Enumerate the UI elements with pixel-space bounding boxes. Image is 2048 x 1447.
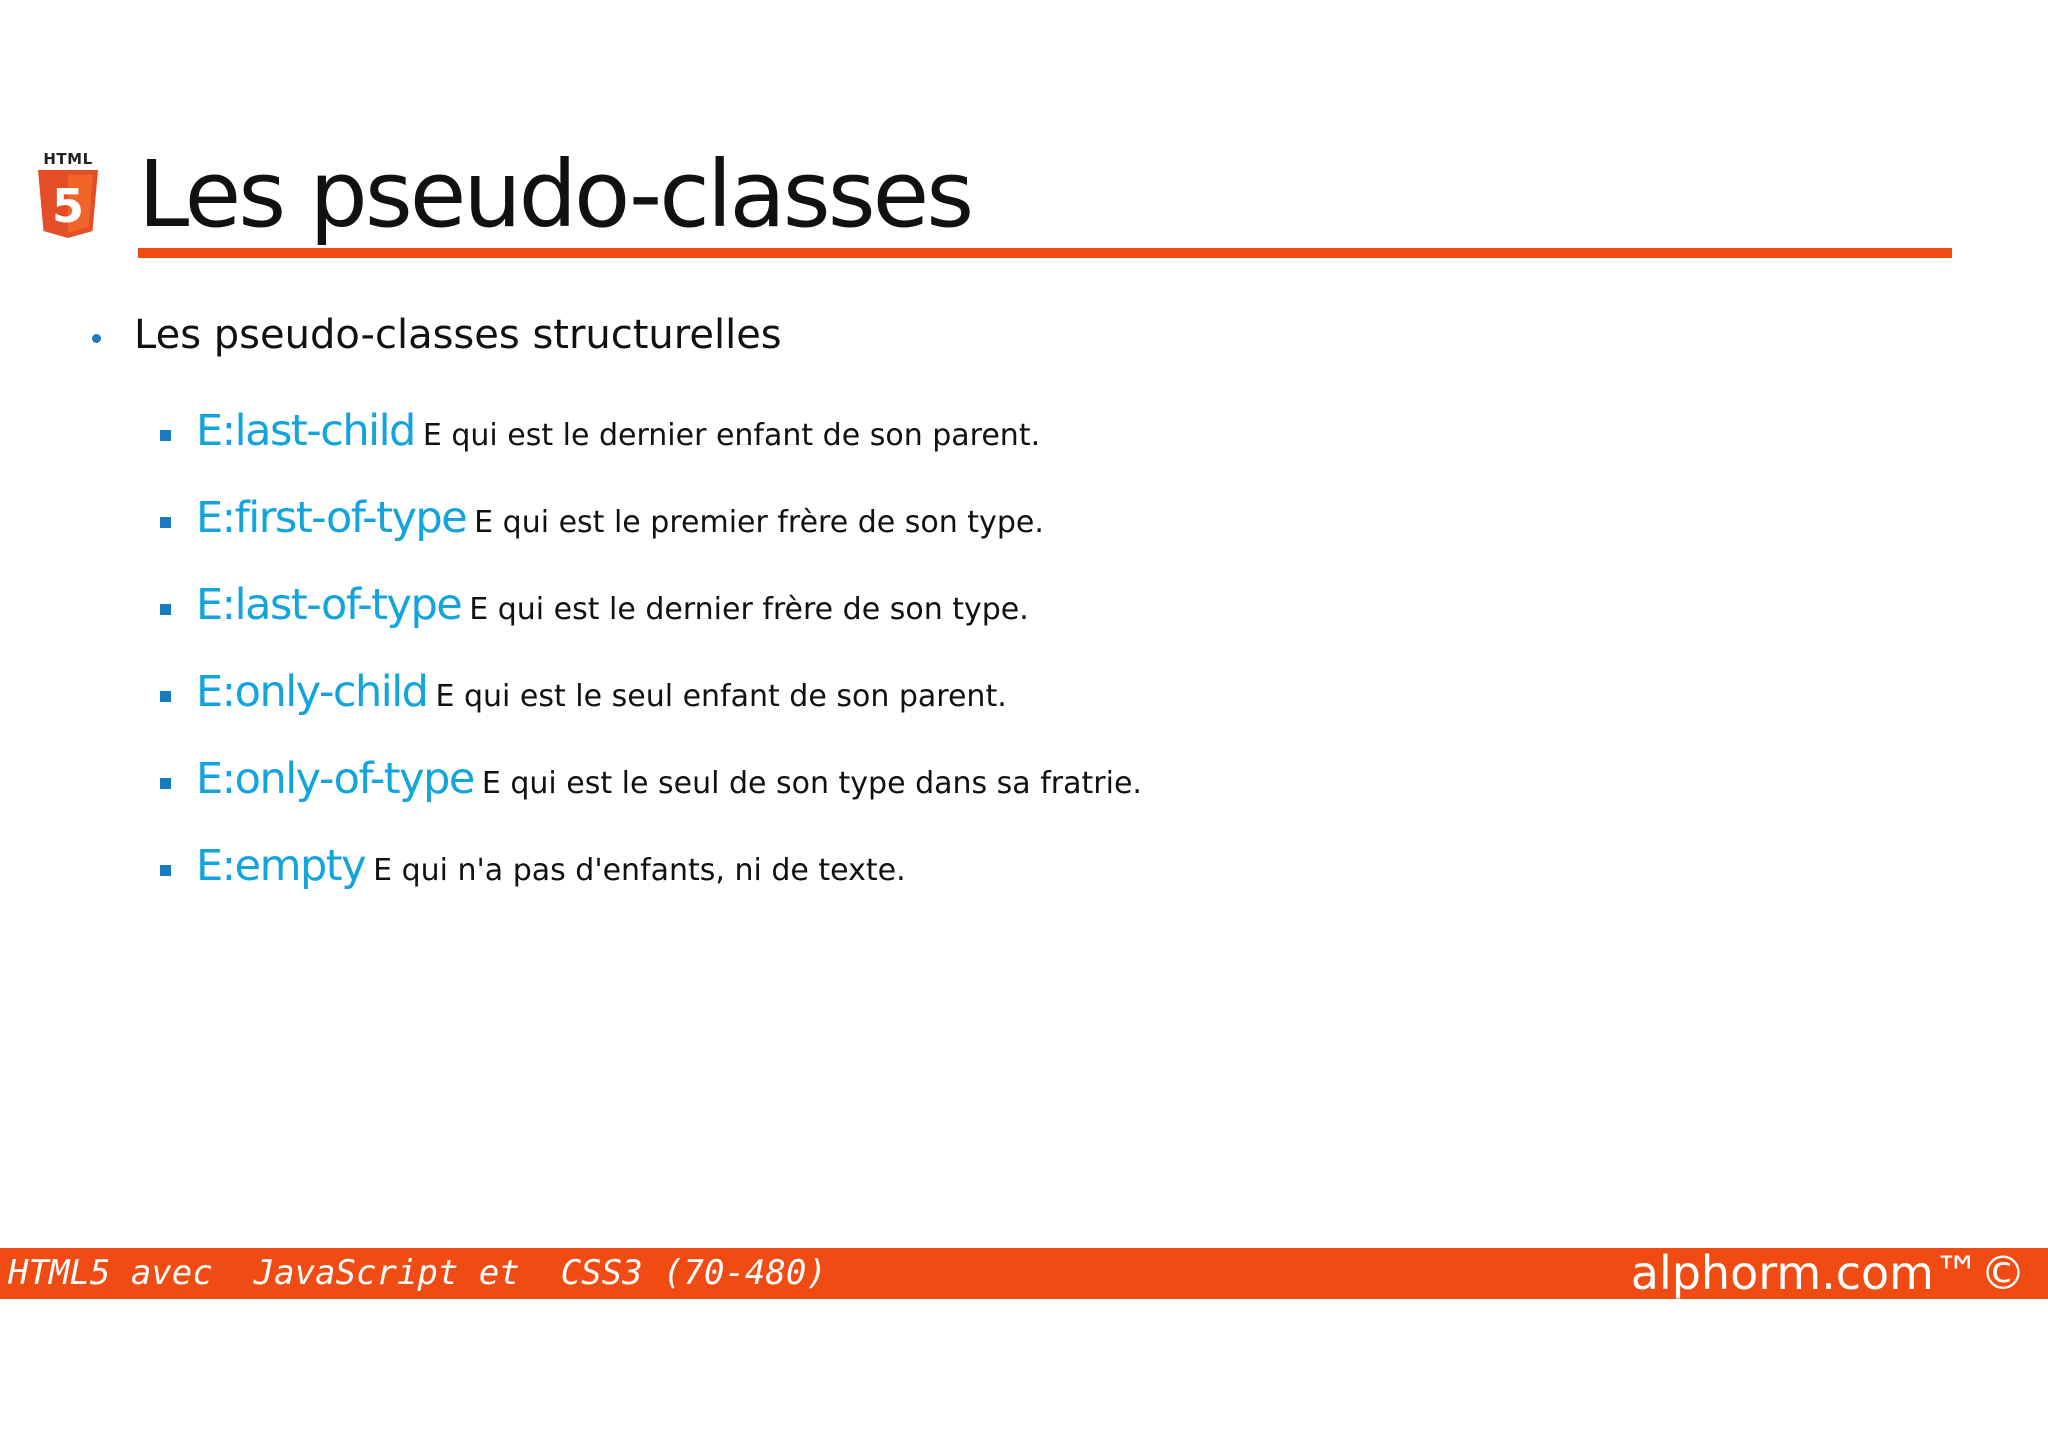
list-item-text xyxy=(196,487,1044,558)
list-item-text xyxy=(196,661,1007,732)
list-item-text xyxy=(196,835,906,906)
square-bullet-icon xyxy=(160,865,171,876)
square-bullet-icon xyxy=(160,517,171,528)
html5-logo-label: HTML xyxy=(43,150,93,168)
list-item-text xyxy=(196,574,1029,645)
selector-description: E qui est le premier frère de son type. xyxy=(474,505,1044,540)
html5-logo-digit: 5 xyxy=(51,179,85,233)
footer-brand: alphorm.com™© xyxy=(1630,1246,2026,1300)
selector-description: E qui est le seul enfant de son parent. xyxy=(435,679,1007,714)
list-item-text xyxy=(196,748,1142,819)
selector-description: E qui est le seul de son type dans sa fratrie. xyxy=(481,766,1142,801)
selector-name: E:last-child xyxy=(196,406,415,456)
title-underline xyxy=(138,248,1952,258)
footer-bar xyxy=(0,1248,2048,1299)
html5-logo xyxy=(32,150,104,250)
selector-name: E:only-child xyxy=(196,667,428,717)
selector-description: E qui est le dernier frère de son type. xyxy=(469,592,1029,627)
section-heading: Les pseudo-classes structurelles xyxy=(134,312,782,358)
slide-title: Les pseudo-classes xyxy=(138,141,972,248)
selector-name: E:first-of-type xyxy=(196,493,467,543)
selector-name: E:only-of-type xyxy=(196,754,474,804)
selector-description: E qui n'a pas d'enfants, ni de texte. xyxy=(373,853,906,888)
square-bullet-icon xyxy=(160,430,171,441)
footer-course-title: HTML5 avec JavaScript et CSS3 (70-480) xyxy=(8,1253,827,1293)
selector-name: E:empty xyxy=(196,841,366,891)
square-bullet-icon xyxy=(160,691,171,702)
html5-shield-icon xyxy=(36,170,100,238)
selector-name: E:last-of-type xyxy=(196,580,462,630)
square-bullet-icon xyxy=(160,604,171,615)
selector-description: E qui est le dernier enfant de son parent. xyxy=(422,418,1041,453)
square-bullet-icon xyxy=(160,778,171,789)
list-item-text xyxy=(196,400,1040,471)
round-bullet-icon xyxy=(92,334,101,343)
